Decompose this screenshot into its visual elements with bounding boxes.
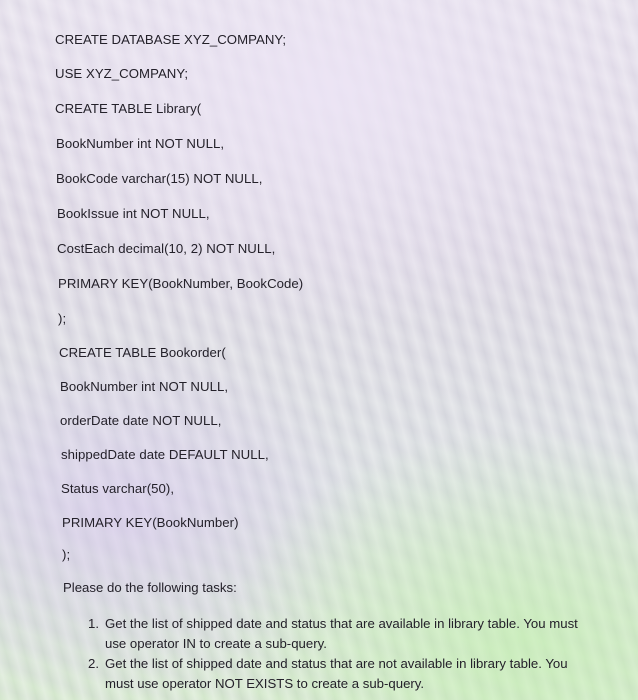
code-line-close-library: );: [58, 311, 67, 326]
code-line-primary-key-bookorder: PRIMARY KEY(BookNumber): [62, 515, 239, 530]
task-number: 2.: [88, 656, 99, 671]
code-line-orderdate: orderDate date NOT NULL,: [60, 413, 222, 428]
code-line-create-database: CREATE DATABASE XYZ_COMPANY;: [55, 32, 287, 47]
code-line-booknumber: BookNumber int NOT NULL,: [56, 136, 225, 151]
task-item-2: [88, 654, 578, 694]
code-line-bookissue: BookIssue int NOT NULL,: [57, 206, 210, 221]
code-line-create-table-bookorder: CREATE TABLE Bookorder(: [59, 345, 226, 360]
task-item-1: [88, 614, 578, 654]
code-line-status: Status varchar(50),: [61, 481, 175, 496]
code-line-primary-key-library: PRIMARY KEY(BookNumber, BookCode): [58, 276, 304, 291]
code-line-booknumber-order: BookNumber int NOT NULL,: [60, 379, 229, 394]
code-line-bookcode: BookCode varchar(15) NOT NULL,: [56, 171, 263, 186]
task-number: 1.: [88, 616, 99, 631]
code-line-close-bookorder: );: [62, 547, 71, 562]
tasks-intro: Please do the following tasks:: [63, 580, 237, 595]
code-line-costeach: CostEach decimal(10, 2) NOT NULL,: [57, 241, 276, 256]
task-list: [88, 614, 578, 694]
code-line-use-database: USE XYZ_COMPANY;: [55, 66, 189, 81]
code-line-shippeddate: shippedDate date DEFAULT NULL,: [61, 447, 269, 462]
task-text: Get the list of shipped date and status that are not available in library table. You must use operator NOT EXISTS to create a sub-query.: [105, 656, 568, 691]
code-line-create-table-library: CREATE TABLE Library(: [55, 101, 202, 116]
task-text: Get the list of shipped date and status that are available in library table. You must use operator IN to create a sub-query.: [105, 616, 578, 651]
